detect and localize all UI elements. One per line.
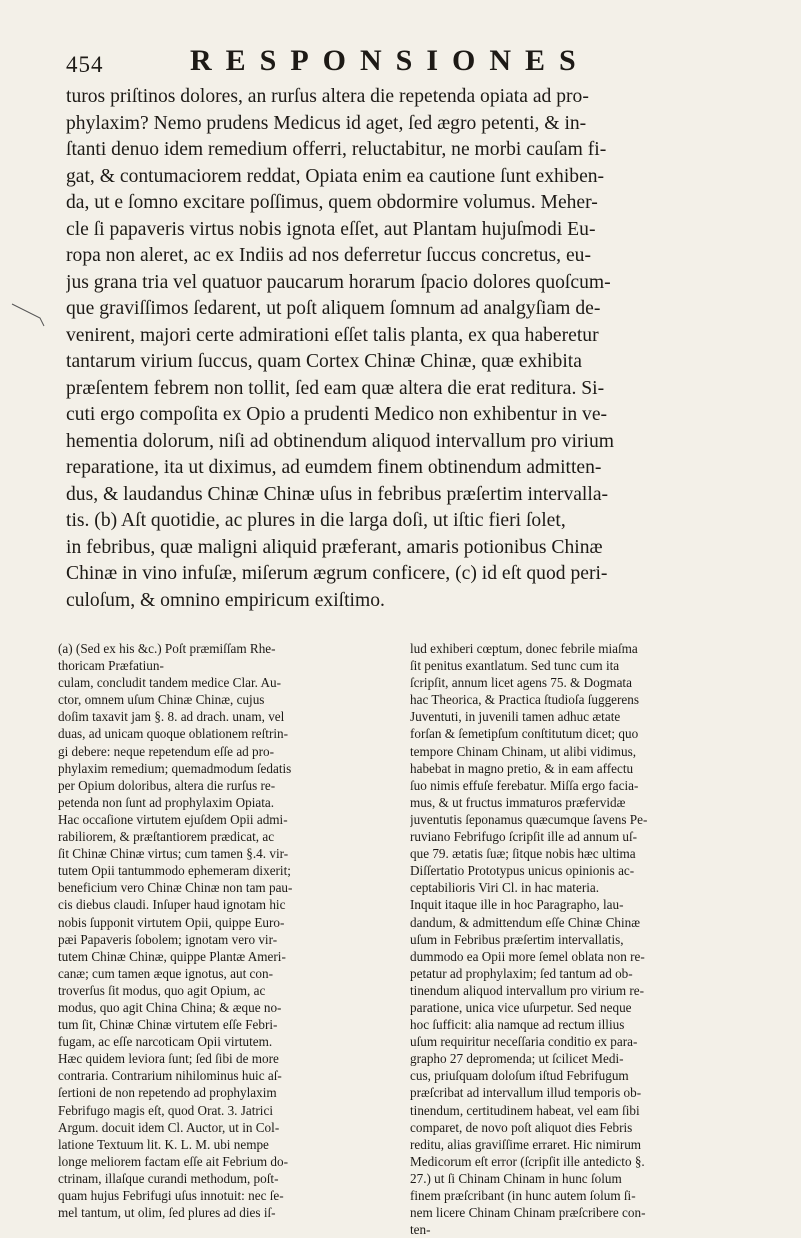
text-line: cuti ergo compoſita ex Opio a prudenti Medico non exhibentur in ve-: [66, 404, 608, 425]
footnote-line: cis diebus claudi. Inſuper haud ignotam hic: [58, 897, 286, 913]
footnote-line: Argum. docuit idem Cl. Auctor, ut in Col-: [58, 1119, 280, 1135]
footnote-line: beneficium vero Chinæ Chinæ non tam pau-: [58, 880, 293, 896]
footnote-line: tutem Opii tantummodo ephemeram dixerit;: [58, 863, 291, 879]
footnote-line: ſcripſit, annum licet agens 75. & Dogmata: [410, 675, 632, 691]
text-line: jus grana tria vel quatuor paucarum horarum ſpacio dolores quoſcum-: [66, 271, 611, 293]
footnote-line: dummodo ea Opii more ſemel oblata non re-: [410, 948, 645, 964]
footnote-line: grapho 27 depromenda; ut ſcilicet Medi-: [410, 1051, 624, 1067]
footnote-line: culam, concludit tandem medice Clar. Au-: [58, 675, 282, 691]
footnote-line: præſcribat ad intervallum illud temporis ob-: [410, 1085, 642, 1101]
footnote-line: longe meliorem factam eſſe ait Febrium do-: [58, 1153, 288, 1169]
footnote-line: forſan & ſemetipſum conſtitutum dicet; quo: [410, 726, 639, 742]
footnote-line: doſim taxavit jam §. 8. ad drach. unam, vel: [58, 709, 285, 725]
page-header: [66, 44, 726, 84]
footnote-line: comparet, de novo poſt aliquot dies Febris: [410, 1119, 633, 1135]
footnote-line: Diſſertatio Prototypus unicus opinionis ac-: [410, 863, 635, 879]
footnote-line: gi debere: neque repetendum eſſe ad pro-: [58, 743, 275, 759]
footnote-line: fugam, ac eſſe narcoticam Opii virtutem.: [58, 1034, 273, 1050]
footnote-line: rabiliorem, & præſtantiorem prædicat, ac: [58, 829, 275, 845]
footnote-line: ſit Chinæ Chinæ virtus; cum tamen §.4. vir-: [58, 846, 289, 862]
text-line: ropa non aleret, ac ex Indiis ad nos deferretur ſuccus concretus, eu-: [66, 245, 591, 266]
text-line: ſtanti denuo idem remedium offerri, reluctabitur, ne morbi cauſam fi-: [66, 139, 607, 160]
main-text-block: [66, 84, 746, 614]
text-line: venirent, majori certe admirationi eſſet talis planta, ex qua haberetur: [66, 324, 599, 346]
footnote-line: latione Textuum lit. K. L. M. ubi nempe: [58, 1136, 269, 1152]
footnote-line: petenda non ſunt ad prophylaxim Opiata.: [58, 794, 275, 810]
footnote-line: reditu, alias graviſſime erraret. Hic nimirum: [410, 1136, 642, 1152]
footnote-line: mel tantum, ut olim, ſed plures ad dies iſ-: [58, 1205, 276, 1221]
footnote-line: tutem Chinæ Chinæ, quippe Plantæ Ameri-: [58, 948, 286, 964]
footnote-line: Hæc quidem leviora ſunt; ſed ſibi de more: [58, 1051, 279, 1067]
footnote-line: (a) (Sed ex his &c.) Poſt præmiſſam Rhe-: [58, 641, 276, 656]
text-line: turos priſtinos dolores, an rurſus altera die repetenda opiata ad pro-: [66, 86, 589, 107]
footnote-line: canæ; cum tamen æque ignotus, aut con-: [58, 965, 273, 981]
footnote-line: tinendum, certitudinem habeat, vel eam ſibi: [410, 1102, 640, 1118]
page-number: 454: [66, 52, 104, 77]
text-line: Chinæ in vino infuſæ, miſerum ægrum conficere, (c) id eſt quod peri-: [66, 563, 608, 584]
footnote-line: mus, & ut fructus immaturos præfervidæ: [410, 794, 626, 810]
text-line: hementia dolorum, niſi ad obtinendum aliquod intervallum pro virium: [66, 430, 614, 452]
footnotes-left-column: [58, 640, 388, 1221]
footnote-line: ruviano Febrifugo ſcripſit ille ad annum uſ-: [410, 829, 638, 845]
footnote-line: Inquit itaque ille in hoc Paragrapho, lau-: [410, 897, 624, 913]
footnote-line: ſit penitus exantlatum. Sed tunc cum ita: [410, 658, 620, 674]
footnote-line: petatur ad prophylaxim; ſed tantum ad ob-: [410, 965, 633, 981]
footnote-line: quam hujus Febrifugi uſus innotuit: nec ſe-: [58, 1188, 284, 1203]
text-line: que graviſſimos ſedarent, ut poſt aliquem ſomnum ad analgyſiam de-: [66, 298, 601, 319]
text-line: tis. (b) Aſt quotidie, ac plures in die larga doſi, ut iſtic fieri ſolet,: [66, 510, 566, 531]
footnote-line: tum ſit, Chinæ Chinæ virtutem eſſe Febri-: [58, 1017, 278, 1033]
footnote-line: dandum, & admittendum eſſe Chinæ Chinæ: [410, 914, 641, 930]
text-line: præſentem febrem non tollit, ſed eam quæ altera die erat reditura. Si-: [66, 377, 605, 399]
footnote-line: hoc ſufficit: alia namque ad rectum illius: [410, 1017, 625, 1033]
footnote-line: ctor, omnem uſum Chinæ Chinæ, cujus: [58, 692, 265, 708]
text-line: cle ſi papaveris virtus nobis ignota eſſet, aut Plantam hujuſmodi Eu-: [66, 218, 596, 240]
text-line: gat, & contumaciorem reddat, Opiata enim ea cautione ſunt exhiben-: [66, 165, 605, 187]
footnote-line: troverſus ſit modus, quo agit Opium, ac: [58, 982, 266, 998]
footnote-line: 27.) ut ſi Chinam Chinam in hunc ſolum: [410, 1170, 622, 1186]
footnote-line: ctrinam, illaſque curandi methodum, poſt-: [58, 1170, 279, 1186]
footnote-line: nem licere Chinam Chinam præſcribere con-: [410, 1205, 646, 1221]
text-line: culoſum, & omnino empiricum exiſtimo.: [66, 589, 385, 611]
footnotes-right-column: [410, 640, 740, 1238]
footnote-line: uſum in Febribus præſertim intervallatis,: [410, 931, 624, 947]
footnote-line: contraria. Contrarium nihilominus huic aſ-: [58, 1068, 282, 1084]
text-line: reparatione, ita ut diximus, ad eumdem finem obtinendum admitten-: [66, 457, 602, 478]
footnote-line: phylaxim remedium; quemadmodum ſedatis: [58, 760, 292, 776]
footnote-line: que 79. ætatis ſuæ; ſitque nobis hæc ultima: [410, 846, 636, 862]
footnote-line: ſertioni de non repetendo ad prophylaxim: [58, 1085, 277, 1101]
footnote-line: tinendum aliquod intervallum pro virium re-: [410, 982, 645, 998]
footnote-line: Hac occaſione virtutem ejuſdem Opii admi-: [58, 811, 288, 827]
footnote-line: ceptabilioris Viri Cl. in hac materia.: [410, 880, 600, 896]
footnote-line: finem præſcribant (in hunc autem ſolum ſi-: [410, 1188, 636, 1203]
text-line: in febribus, quæ maligni aliquid præferant, amaris potionibus Chinæ: [66, 536, 603, 558]
footnote-line: hac Theorica, & Practica ſtudioſa ſuggerens: [410, 692, 639, 708]
footnote-line: lud exhiberi cœptum, donec febrile miaſma: [410, 641, 638, 656]
footnote-line: thoricam Præfatiun-: [58, 658, 164, 674]
footnote-line: juventutis ſeponamus quæcumque ſavens Pe-: [410, 811, 648, 827]
text-line: da, ut e ſomno excitare poſſimus, quem obdormire volumus. Meher-: [66, 192, 598, 213]
text-line: tantarum virium ſuccus, quam Cortex Chinæ Chinæ, quæ exhibita: [66, 351, 582, 372]
footnote-line: habebat in magno pretio, & in eam affectu: [410, 760, 634, 776]
footnote-line: ten-: [410, 1222, 431, 1238]
footnote-line: pæi Papaveris ſobolem; ignotam vero vir-: [58, 931, 278, 947]
footnote-line: Febrifugo magis eſt, quod Orat. 3. Jatrici: [58, 1102, 273, 1118]
running-head: RESPONSIONES: [190, 44, 590, 77]
footnote-line: cus, priuſquam doloſum iſtud Febrifugum: [410, 1068, 629, 1084]
footnote-line: nobis ſupponit virtutem Opii, quippe Euro-: [58, 914, 285, 930]
footnote-line: Juventuti, in juvenili tamen adhuc ætate: [410, 709, 621, 725]
footnote-line: Medicorum eſt error (ſcripſit ille antedicto §.: [410, 1153, 645, 1169]
text-line: dus, & laudandus Chinæ Chinæ uſus in febribus præſertim intervalla-: [66, 483, 609, 505]
text-line: phylaxim? Nemo prudens Medicus id aget, ſed ægro petenti, & in-: [66, 112, 587, 134]
footnote-line: uſum requiritur neceſſaria conditio ex para-: [410, 1034, 638, 1050]
footnote-line: duas, ad unicam quoque oblationem reſtrin-: [58, 726, 288, 742]
footnote-line: tempore Chinam Chinam, ut alibi vidimus,: [410, 743, 636, 759]
footnote-line: paratione, unica vice uſurpetur. Sed neque: [410, 999, 632, 1015]
margin-pen-mark: [10, 300, 60, 330]
footnote-line: per Opium doloribus, altera die rurſus re-: [58, 777, 276, 793]
footnote-line: modus, quo agit China China; & æque no-: [58, 999, 282, 1015]
footnote-line: ſuo nimis effuſe ferebatur. Miſſa ergo facia-: [410, 777, 639, 793]
